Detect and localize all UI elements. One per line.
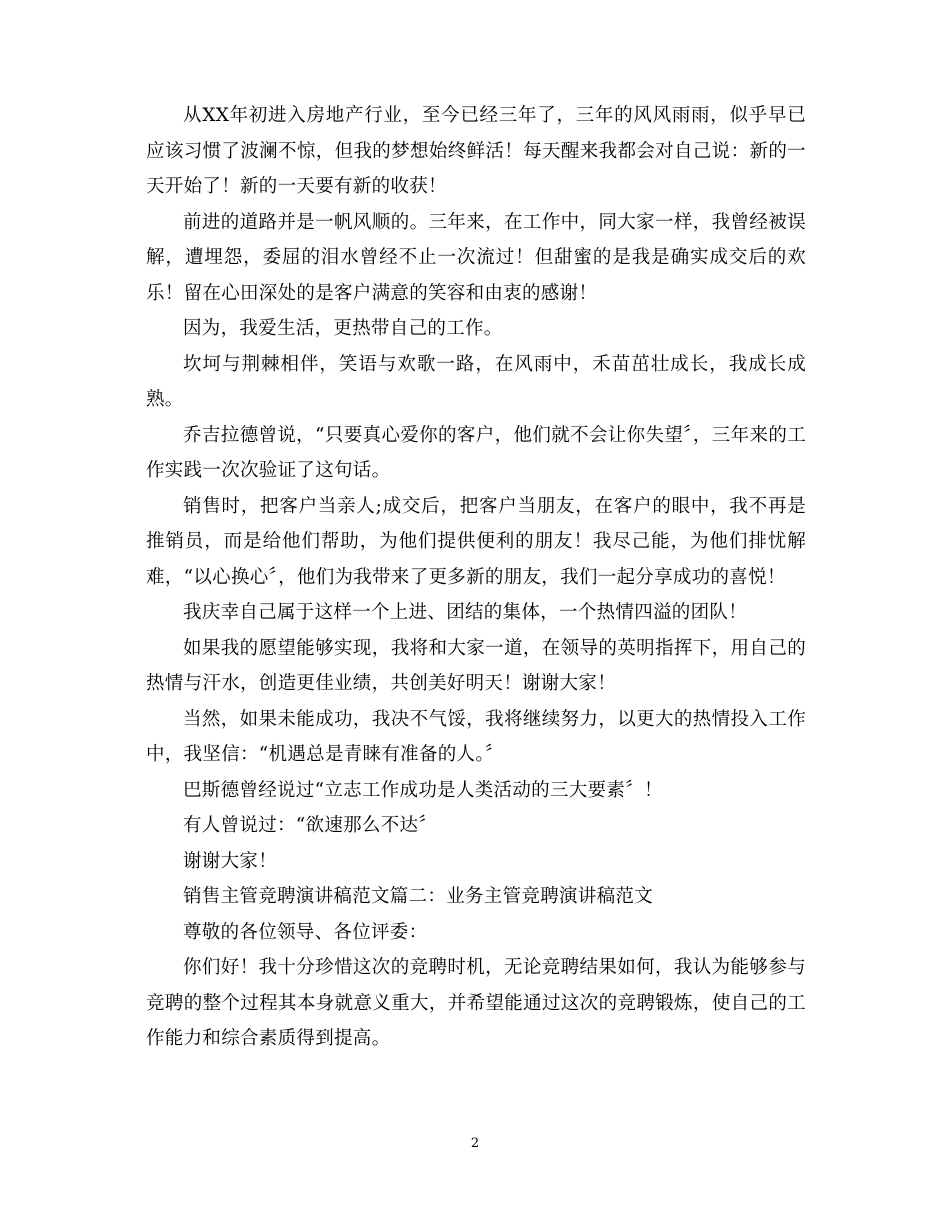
paragraph-15: 你们好！我十分珍惜这次的竞聘时机，无论竞聘结果如何，我认为能够参与竞聘的整个过程其本身就意义重大，并希望能通过这次的竞聘锻炼，使自己的工作能力和综合素质得到提高。 xyxy=(146,957,806,1049)
page-number: 2 xyxy=(470,1136,480,1151)
paragraph-3: 因为，我爱生活，更热带自己的工作。 xyxy=(183,318,503,339)
paragraph-4: 坎坷与荆棘相伴，笑语与欢歌一路，在风雨中，禾苗茁壮成长，我成长成熟。 xyxy=(146,353,806,410)
paragraph-5: 乔吉拉德曾说，“只要真心爱你的客户，他们就不会让你失望〞，三年来的工作实践一次次验证了这句话。 xyxy=(146,424,806,481)
paragraph-6: 销售时，把客户当亲人;成交后，把客户当朋友，在客户的眼中，我不再是推销员，而是给他们帮助，为他们提供便利的朋友！我尽己能，为他们排忧解难，“以心换心〞，他们为我带来了更多新的朋友，我们一起分享成功的喜悦！ xyxy=(146,495,806,588)
section-heading: 销售主管竞聘演讲稿范文篇二：业务主管竞聘演讲稿范文 xyxy=(183,886,654,907)
document-body xyxy=(146,98,806,1057)
paragraph-7: 我庆幸自己属于这样一个上进、团结的集体，一个热情四溢的团队！ xyxy=(183,602,748,623)
paragraph-9: 当然，如果未能成功，我决不气馁，我将继续努力，以更大的热情投入工作中，我坚信：“机遇总是青睐有准备的人。〞 xyxy=(146,708,806,765)
paragraph-1: 从XX年初进入房地产行业，至今已经三年了，三年的风风雨雨，似乎早已应该习惯了波澜不惊，但我的梦想始终鲜活！每天醒来我都会对自己说：新的一天开始了！新的一天要有新的收获！ xyxy=(146,105,806,197)
paragraph-8: 如果我的愿望能够实现，我将和大家一道，在领导的英明指挥下，用自己的热情与汗水，创造更佳业绩，共创美好明天！谢谢大家！ xyxy=(146,637,806,694)
salutation: 尊敬的各位领导、各位评委： xyxy=(183,921,428,943)
paragraph-11: 有人曾说过：“欲速那么不达〞 xyxy=(183,815,438,836)
paragraph-2: 前进的道路并是一帆风顺的。三年来，在工作中，同大家一样，我曾经被误解，遭埋怨，委屈的泪水曾经不止一次流过！但甜蜜的是我是确实成交后的欢乐！留在心田深处的是客户满意的笑容和由衷的感谢！ xyxy=(146,211,806,304)
paragraph-10: 巴斯德曾经说过“立志工作成功是人类活动的三大要素〞！ xyxy=(183,779,663,801)
paragraph-12: 谢谢大家！ xyxy=(183,850,278,872)
